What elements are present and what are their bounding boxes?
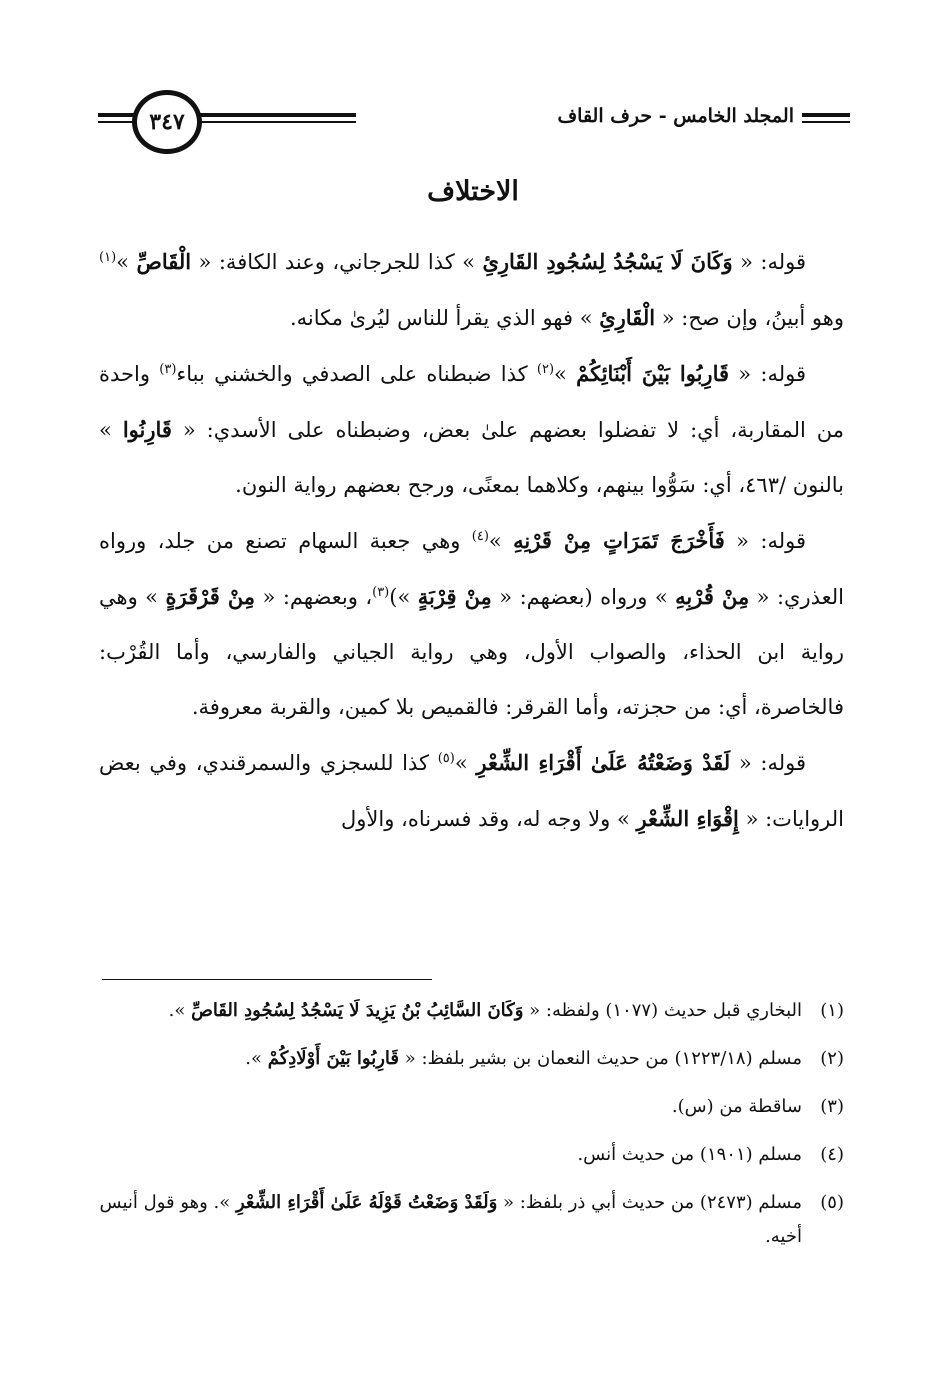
footnote bbox=[99, 994, 844, 1028]
page-number-frame bbox=[132, 90, 202, 154]
footnote-text: مسلم (١٩٠١) من حديث أنس. bbox=[577, 1144, 802, 1165]
footnote-ref: (٥) bbox=[437, 751, 455, 766]
footnote-ref: (٣) bbox=[159, 362, 177, 377]
page-number: ٣٤٧ bbox=[149, 109, 185, 135]
paragraph: قوله: « لَقَدْ وَضَعْتُهُ عَلَىٰ أَقْرَاءِ الشِّعْرِ »$^{(٥)}$ كذا للسجزي والسمرقندي، وفي بعض الروايات: « إِقْوَاءِ الشِّعْرِ » ولا وجه له، وقد فسرناه، والأول bbox=[99, 750, 844, 831]
footnote bbox=[99, 1042, 844, 1076]
paragraph: قوله: « قَارِبُوا بَيْنَ أَبْنَائِكُمْ »$^{(٢)}$ كذا ضبطناه على الصدفي والخشني بباء$^{(٣)}$ واحدة من المقاربة، أي: لا تفضلوا بعضهم علىٰ بعض، وضبطناه على الأسدي: « قَارِنُوا » بالنون /٤٦٣، أي: سَوُّوا بينهم، وكلاهما بمعنًى، ورجح بعضهم رواية النون. bbox=[99, 361, 844, 497]
header-rule bbox=[802, 121, 850, 123]
footnote-ref: (٣) bbox=[372, 585, 390, 600]
quoted-phrase: مِنْ قَرْقَرَةٍ bbox=[165, 584, 256, 609]
quoted-phrase: مِنْ قِرْبَةٍ bbox=[417, 584, 492, 609]
quoted-phrase: وَكَانَ لَا يَسْجُدُ لِسُجُودِ القَارِئِ bbox=[482, 249, 733, 274]
footnote-text: البخاري قبل حديث (١٠٧٧) ولفظه: « وَكَانَ السَّائِبُ بْنُ يَزِيدَ لَا يَسْجُدُ لِسُجُودِ القَاصِّ ». bbox=[168, 1000, 802, 1021]
footnote-text: مسلم (١٢٢٣/١٨) من حديث النعمان بن بشير بلفظ: « قَارِبُوا بَيْنَ أَوْلَادِكُمْ ». bbox=[245, 1048, 802, 1069]
header-rule bbox=[98, 113, 136, 117]
quoted-phrase: قَارِبُوا بَيْنَ أَبْنَائِكُمْ bbox=[576, 361, 730, 386]
footnote-ref: (٤) bbox=[471, 529, 489, 544]
running-header bbox=[98, 86, 850, 158]
footnote bbox=[99, 1186, 844, 1254]
quoted-phrase: الْقَاصِّ bbox=[136, 249, 192, 274]
paragraph: قوله: « فَأَخْرَجَ تَمَرَاتٍ مِنْ قَرْنِهِ »$^{(٤)}$ وهي جعبة السهام تصنع من جلد، ورواه العذري: « مِنْ قُرْبِهِ » ورواه (بعضهم: « مِنْ قِرْبَةٍ »)$^{(٣)}$، وبعضهم: « مِنْ قَرْقَرَةٍ » وهي رواية ابن الحذاء، والصواب الأول، وهي رواية الجياني والفارسي، وأما القُرْب: فالخاصرة، أي: من حجزته، وأما القرقر: فالقميص بلا كمين، والقربة معروفة. bbox=[99, 528, 844, 719]
footnote-text: مسلم (٢٤٧٣) من حديث أبي ذر بلفظ: « وَلَقَدْ وَضَعْتُ قَوْلَهُ عَلَىٰ أَقْرَاءِ الشِّعْرِ ». وهو قول أنيس أخيه. bbox=[99, 1192, 802, 1247]
section-title: الاختلاف bbox=[427, 176, 519, 207]
running-title: المجلد الخامس - حرف القاف bbox=[547, 105, 802, 127]
footnote-number: (٤) bbox=[820, 1144, 844, 1165]
footnote-text: ساقطة من (س). bbox=[671, 1096, 802, 1117]
quoted-phrase: الْقَارِئِ bbox=[599, 305, 656, 330]
footnote-separator bbox=[102, 979, 432, 980]
quoted-phrase: إِقْوَاءِ الشِّعْرِ bbox=[636, 806, 739, 831]
footnote-ref: (١) bbox=[99, 250, 117, 265]
header-rule bbox=[98, 121, 136, 123]
main-text bbox=[99, 234, 844, 847]
footnote-number: (١) bbox=[820, 1000, 844, 1021]
footnotes bbox=[99, 994, 844, 1268]
header-rule bbox=[802, 113, 850, 117]
paragraph: قوله: « وَكَانَ لَا يَسْجُدُ لِسُجُودِ القَارِئِ » كذا للجرجاني، وعند الكافة: « الْقَاصِّ »$^{(١)}$ وهو أبينُ، وإن صح: « الْقَارِئِ » فهو الذي يقرأ للناس ليُرىٰ مكانه. bbox=[99, 249, 844, 330]
footnote-number: (٥) bbox=[820, 1192, 844, 1213]
quoted-phrase: مِنْ قُرْبِهِ bbox=[675, 584, 750, 609]
header-rule bbox=[196, 113, 356, 117]
quoted-phrase: لَقَدْ وَضَعْتُهُ عَلَىٰ أَقْرَاءِ الشِّعْرِ bbox=[476, 750, 731, 775]
quoted-phrase: فَأَخْرَجَ تَمَرَاتٍ مِنْ قَرْنِهِ bbox=[513, 528, 725, 553]
footnote-ref: (٢) bbox=[536, 362, 555, 377]
header-rule bbox=[196, 121, 356, 123]
footnote bbox=[99, 1138, 844, 1172]
footnote-number: (٢) bbox=[820, 1048, 844, 1069]
footnote-number: (٣) bbox=[820, 1096, 844, 1117]
quoted-phrase: قَارِنُوا bbox=[122, 417, 172, 442]
footnote bbox=[99, 1090, 844, 1124]
